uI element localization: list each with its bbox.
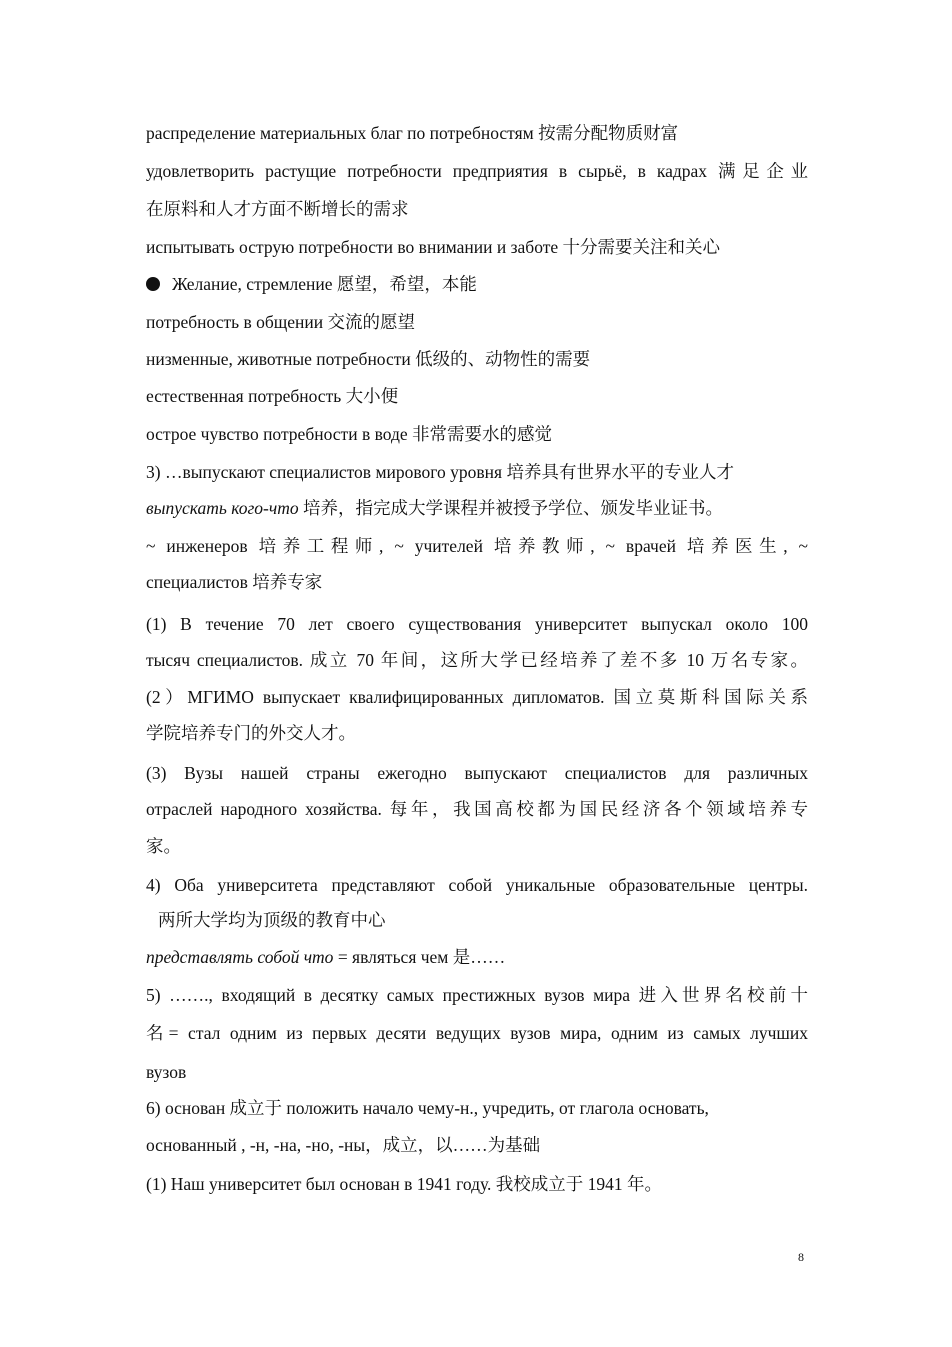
text-line: (2）МГИМО выпускает квалифицированных дипломатов. 国立莫斯科国际关系 (146, 687, 808, 707)
text-line: ~ инженеров 培养工程师, ~ учителей 培养教师, ~ врачей 培养医生, ~ (146, 536, 808, 556)
term-definition: = являться чем 是…… (333, 947, 506, 967)
term-definition: 培养，指完成大学课程并被授予学位、颁发毕业证书。 (298, 498, 723, 518)
bullet-text: Желание, стремление 愿望，希望，本能 (172, 274, 477, 294)
text-line: (1) Наш университет был основан в 1941 году. 我校成立于 1941 年。 (146, 1174, 663, 1194)
page-number: 8 (798, 1250, 804, 1264)
text-line: 在原料和人才方面不断增长的需求 (146, 199, 409, 219)
text-line: распределение материальных благ по потребностям 按需分配物质财富 (146, 123, 679, 143)
text-line: низменные, животные потребности 低级的、动物性的需要 (146, 349, 591, 369)
text-line: вузов (146, 1062, 187, 1082)
text-line: потребность в общении 交流的愿望 (146, 312, 415, 332)
bullet-icon (146, 277, 160, 291)
text-line: отраслей народного хозяйства. 每年，我国高校都为国民经济各个领域培养专 (146, 799, 808, 819)
text-line: 名= стал одним из первых десяти ведущих вузов мира, одним из самых лучших (146, 1023, 808, 1043)
text-line: 4) Оба университета представляют собой уникальные образовательные центры. (146, 875, 808, 895)
text-line: удовлетворить растущие потребности предприятия в сырьё, в кадрах 满足企业 (146, 161, 808, 181)
term: представлять собой что (146, 947, 334, 967)
text-line: острое чувство потребности в воде 非常需要水的感觉 (146, 424, 553, 444)
text-line: специалистов 培养专家 (146, 572, 323, 592)
definition-line (146, 497, 723, 519)
text-line: (1) В течение 70 лет своего существования университет выпускал около 100 (146, 614, 808, 634)
bullet-line (146, 273, 477, 295)
definition-line (146, 946, 505, 968)
text-line: 6) основан 成立于 положить начало чему-н., учредить, от глагола основать, (146, 1098, 709, 1118)
text-line: 5) ……., входящий в десятку самых престижных вузов мира 进入世界名校前十 (146, 985, 808, 1005)
text-line: (3) Вузы нашей страны ежегодно выпускают специалистов для различных (146, 763, 808, 783)
text-line: тысяч специалистов. 成立 70 年间，这所大学已经培养了差不多 10 万名专家。 (146, 650, 808, 670)
text-line: испытывать острую потребности во внимании и заботе 十分需要关注和关心 (146, 237, 721, 257)
term: выпускать кого-что (146, 498, 299, 518)
text-line: основанный , -н, -на, -но, -ны，成立，以……为基础 (146, 1135, 541, 1155)
text-line: естественная потребность 大小便 (146, 386, 399, 406)
text-line: 两所大学均为顶级的教育中心 (158, 910, 386, 930)
text-line: 3) …выпускают специалистов мирового уровня 培养具有世界水平的专业人才 (146, 462, 734, 482)
text-line: 家。 (146, 836, 181, 856)
text-line: 学院培养专门的外交人才。 (146, 723, 356, 743)
